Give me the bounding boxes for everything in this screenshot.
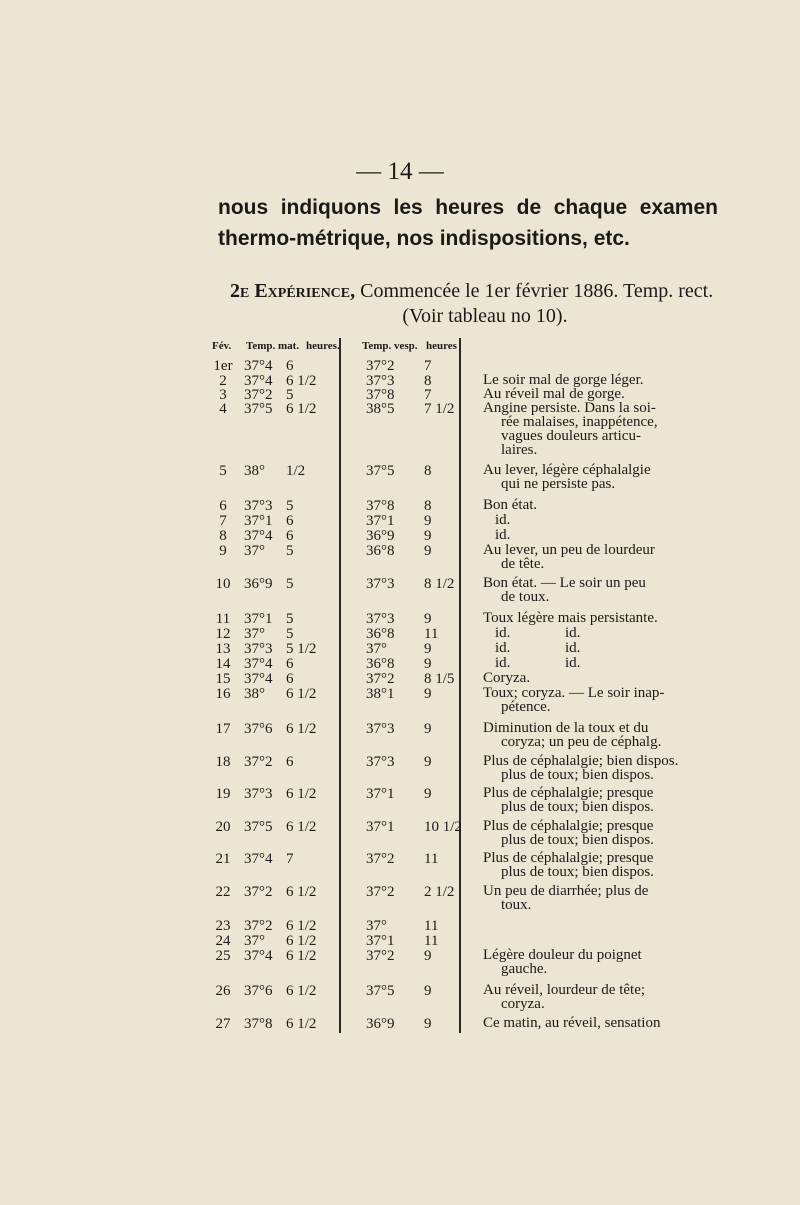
- observation-line: Toux légère mais persistante.: [483, 610, 658, 626]
- day-cell: 12: [215, 626, 231, 642]
- day-cell: 14: [215, 656, 231, 672]
- observation-line: Diminution de la toux et du: [483, 720, 649, 736]
- observation-cell: [483, 686, 735, 714]
- evening-temp-cell: 37°: [366, 918, 387, 934]
- morning-temp-cell: 37°5: [244, 401, 273, 417]
- morning-hour-cell: 7: [286, 851, 294, 867]
- day-cell: 27: [215, 1016, 231, 1032]
- evening-hour-cell: 9: [424, 686, 432, 702]
- day-cell: 6: [219, 498, 227, 514]
- evening-hour-cell: 7: [424, 387, 432, 403]
- morning-temp-cell: 37°: [244, 626, 265, 642]
- header-hours-evening: heures: [426, 340, 457, 352]
- evening-hour-cell: 11: [424, 626, 439, 642]
- day-cell: 2: [219, 373, 227, 389]
- evening-hour-cell: 8: [424, 498, 432, 514]
- experiment-label: 2e Expérience,: [230, 280, 356, 302]
- evening-hour-cell: 11: [424, 918, 439, 934]
- observation-cell: [483, 611, 735, 625]
- morning-temp-cell: 37°1: [244, 513, 273, 529]
- observation-cell: [483, 671, 735, 685]
- observation-line: Le soir mal de gorge léger.: [483, 372, 644, 388]
- evening-temp-cell: 36°8: [366, 656, 395, 672]
- morning-temp-cell: 37°2: [244, 387, 273, 403]
- morning-hour-cell: 6 1/2: [286, 686, 317, 702]
- morning-hour-cell: 6: [286, 671, 294, 687]
- morning-hour-cell: 5 1/2: [286, 641, 317, 657]
- day-cell: 4: [219, 401, 227, 417]
- observation-cell: [483, 851, 735, 879]
- observation-line: Plus de céphalalgie; bien dispos.: [483, 753, 679, 769]
- evening-temp-cell: 37°3: [366, 373, 395, 389]
- day-cell: 5: [219, 463, 227, 479]
- observation-line: Ce matin, au réveil, sensation: [483, 1015, 661, 1031]
- day-cell: 18: [215, 754, 231, 770]
- observation-cell: [483, 513, 735, 527]
- morning-temp-cell: 37°2: [244, 754, 273, 770]
- evening-hour-cell: 8 1/5: [424, 671, 455, 687]
- evening-hour-cell: 9: [424, 528, 432, 544]
- observation-line: id.: [495, 512, 511, 528]
- observation-line: vagues douleurs articu-: [501, 428, 641, 444]
- observation-line: Plus de céphalalgie; presque: [483, 818, 654, 834]
- observation-cell: [483, 576, 735, 604]
- observation-line: pétence.: [501, 699, 551, 715]
- observation-cell: [483, 721, 735, 749]
- morning-hour-cell: 6: [286, 754, 294, 770]
- observation-line: Au lever, légère céphalalgie: [483, 462, 651, 478]
- table-divider-right: [459, 338, 461, 1033]
- morning-temp-cell: 37°6: [244, 721, 273, 737]
- morning-temp-cell: 37°3: [244, 786, 273, 802]
- morning-temp-cell: 37°4: [244, 656, 273, 672]
- evening-temp-cell: 37°2: [366, 671, 395, 687]
- morning-temp-cell: 38°: [244, 463, 265, 479]
- morning-temp-cell: 38°: [244, 686, 265, 702]
- day-cell: 23: [215, 918, 231, 934]
- evening-hour-cell: 9: [424, 1016, 432, 1032]
- morning-hour-cell: 6 1/2: [286, 884, 317, 900]
- evening-hour-cell: 9: [424, 948, 432, 964]
- evening-temp-cell: 36°9: [366, 528, 395, 544]
- evening-hour-cell: 9: [424, 721, 432, 737]
- morning-temp-cell: 37°8: [244, 1016, 273, 1032]
- observation-cell: [483, 754, 735, 782]
- observation-line: id.: [565, 655, 581, 671]
- morning-temp-cell: 37°1: [244, 611, 273, 627]
- evening-temp-cell: 37°5: [366, 983, 395, 999]
- observation-line: rée malaises, inappétence,: [501, 414, 658, 430]
- evening-hour-cell: 11: [424, 933, 439, 949]
- day-cell: 16: [215, 686, 231, 702]
- evening-temp-cell: 37°2: [366, 884, 395, 900]
- day-cell: 15: [215, 671, 231, 687]
- evening-temp-cell: 37°3: [366, 576, 395, 592]
- morning-hour-cell: 5: [286, 626, 294, 642]
- observation-cell: [483, 626, 735, 640]
- evening-hour-cell: 9: [424, 641, 432, 657]
- morning-hour-cell: 5: [286, 543, 294, 559]
- observation-line: id.: [495, 625, 511, 641]
- observation-line: coryza.: [501, 996, 545, 1012]
- evening-hour-cell: 9: [424, 656, 432, 672]
- evening-temp-cell: 37°2: [366, 851, 395, 867]
- observation-line: Au lever, un peu de lourdeur: [483, 542, 655, 558]
- morning-hour-cell: 6: [286, 656, 294, 672]
- observation-line: gauche.: [501, 961, 548, 977]
- evening-temp-cell: 37°8: [366, 387, 395, 403]
- observation-line: Angine persiste. Dans la soi-: [483, 400, 656, 416]
- evening-temp-cell: 37°1: [366, 786, 395, 802]
- day-cell: 9: [219, 543, 227, 559]
- evening-temp-cell: 37°1: [366, 819, 395, 835]
- day-cell: 7: [219, 513, 227, 529]
- evening-temp-cell: 37°2: [366, 948, 395, 964]
- header-temp-morning: Temp. mat.: [246, 340, 300, 352]
- evening-hour-cell: 9: [424, 611, 432, 627]
- observation-line: de toux.: [501, 589, 550, 605]
- morning-temp-cell: 37°2: [244, 918, 273, 934]
- morning-hour-cell: 6 1/2: [286, 948, 317, 964]
- observation-cell: [483, 656, 735, 670]
- evening-temp-cell: 36°9: [366, 1016, 395, 1032]
- morning-temp-cell: 37°6: [244, 983, 273, 999]
- observation-cell: [483, 983, 735, 1011]
- morning-hour-cell: 6: [286, 513, 294, 529]
- morning-temp-cell: 37°5: [244, 819, 273, 835]
- evening-temp-cell: 36°8: [366, 543, 395, 559]
- day-cell: 3: [219, 387, 227, 403]
- experiment-heading-reference: (Voir tableau no 10).: [402, 305, 568, 327]
- morning-hour-cell: 6 1/2: [286, 1016, 317, 1032]
- observation-cell: [483, 463, 735, 491]
- morning-temp-cell: 37°3: [244, 498, 273, 514]
- evening-temp-cell: 36°8: [366, 626, 395, 642]
- observation-line: Plus de céphalalgie; presque: [483, 850, 654, 866]
- observation-cell: [483, 543, 735, 571]
- evening-hour-cell: 8: [424, 373, 432, 389]
- day-cell: 21: [215, 851, 231, 867]
- morning-temp-cell: 37°4: [244, 851, 273, 867]
- evening-hour-cell: 9: [424, 513, 432, 529]
- observation-line: id.: [495, 527, 511, 543]
- day-cell: 22: [215, 884, 231, 900]
- observation-cell: [483, 528, 735, 542]
- observation-line: coryza; un peu de céphalg.: [501, 734, 662, 750]
- header-temp-evening: Temp. vesp.: [362, 340, 418, 352]
- observation-line: id.: [565, 640, 581, 656]
- observation-line: Plus de céphalalgie; presque: [483, 785, 654, 801]
- observation-line: id.: [565, 625, 581, 641]
- morning-temp-cell: 37°: [244, 933, 265, 949]
- morning-temp-cell: 37°4: [244, 948, 273, 964]
- observation-cell: [483, 401, 735, 457]
- morning-hour-cell: 6: [286, 528, 294, 544]
- observation-cell: [483, 819, 735, 847]
- observation-cell: [483, 1016, 735, 1030]
- evening-hour-cell: 9: [424, 543, 432, 559]
- header-day: Fév.: [212, 340, 232, 352]
- day-cell: 24: [215, 933, 231, 949]
- observation-line: plus de toux; bien dispos.: [501, 864, 654, 880]
- morning-hour-cell: 6: [286, 358, 294, 374]
- observation-line: plus de toux; bien dispos.: [501, 767, 654, 783]
- morning-hour-cell: 6 1/2: [286, 933, 317, 949]
- observation-line: Au réveil mal de gorge.: [483, 386, 625, 402]
- evening-temp-cell: 38°1: [366, 686, 395, 702]
- morning-temp-cell: 37°4: [244, 528, 273, 544]
- morning-hour-cell: 5: [286, 498, 294, 514]
- morning-temp-cell: 37°3: [244, 641, 273, 657]
- morning-hour-cell: 5: [286, 576, 294, 592]
- evening-temp-cell: 37°3: [366, 754, 395, 770]
- evening-hour-cell: 8: [424, 463, 432, 479]
- evening-hour-cell: 11: [424, 851, 439, 867]
- day-cell: 10: [215, 576, 231, 592]
- morning-hour-cell: 5: [286, 611, 294, 627]
- observation-line: id.: [495, 640, 511, 656]
- evening-hour-cell: 7 1/2: [424, 401, 455, 417]
- morning-hour-cell: 6 1/2: [286, 786, 317, 802]
- day-cell: 11: [215, 611, 231, 627]
- day-cell: 17: [215, 721, 231, 737]
- intro-paragraph: nous indiquons les heures de chaque examen thermo-métrique, nos indispositions, etc.: [218, 196, 718, 250]
- day-cell: 13: [215, 641, 231, 657]
- observation-cell: [483, 387, 735, 401]
- observation-line: plus de toux; bien dispos.: [501, 832, 654, 848]
- morning-hour-cell: 6 1/2: [286, 721, 317, 737]
- evening-hour-cell: 10 1/2: [424, 819, 462, 835]
- morning-hour-cell: 5: [286, 387, 294, 403]
- day-cell: 25: [215, 948, 231, 964]
- day-cell: 1er: [213, 358, 233, 374]
- day-cell: 26: [215, 983, 231, 999]
- experiment-heading: [230, 279, 720, 329]
- observation-line: Au réveil, lourdeur de tête;: [483, 982, 646, 998]
- evening-temp-cell: 37°2: [366, 358, 395, 374]
- evening-temp-cell: 37°3: [366, 721, 395, 737]
- table-divider-left: [339, 338, 341, 1033]
- observation-cell: [483, 786, 735, 814]
- evening-hour-cell: 9: [424, 786, 432, 802]
- day-cell: 8: [219, 528, 227, 544]
- morning-hour-cell: 6 1/2: [286, 819, 317, 835]
- observation-line: id.: [495, 655, 511, 671]
- observation-line: qui ne persiste pas.: [501, 476, 616, 492]
- evening-temp-cell: 37°3: [366, 611, 395, 627]
- observation-line: toux.: [501, 897, 532, 913]
- morning-hour-cell: 1/2: [286, 463, 306, 479]
- day-cell: 20: [215, 819, 231, 835]
- evening-temp-cell: 37°1: [366, 513, 395, 529]
- morning-temp-cell: 37°4: [244, 373, 273, 389]
- header-hours-morning: heures.: [306, 340, 340, 352]
- evening-temp-cell: 37°8: [366, 498, 395, 514]
- morning-temp-cell: 36°9: [244, 576, 273, 592]
- evening-temp-cell: 37°5: [366, 463, 395, 479]
- observation-cell: [483, 373, 735, 387]
- observation-line: Un peu de diarrhée; plus de: [483, 883, 649, 899]
- observation-line: laires.: [501, 442, 538, 458]
- evening-hour-cell: 9: [424, 754, 432, 770]
- morning-hour-cell: 6 1/2: [286, 401, 317, 417]
- page-number: — 14 —: [356, 158, 444, 185]
- experiment-heading-rest: Commencée le 1er février 1886. Temp. rect.: [355, 280, 714, 302]
- morning-temp-cell: 37°2: [244, 884, 273, 900]
- observation-cell: [483, 884, 735, 912]
- evening-temp-cell: 38°5: [366, 401, 395, 417]
- morning-temp-cell: 37°: [244, 543, 265, 559]
- observation-cell: [483, 948, 735, 976]
- observation-line: Légère douleur du poignet: [483, 947, 642, 963]
- observation-line: plus de toux; bien dispos.: [501, 799, 654, 815]
- observation-line: Bon état.: [483, 497, 538, 513]
- observation-cell: [483, 498, 735, 512]
- evening-hour-cell: 2 1/2: [424, 884, 455, 900]
- morning-temp-cell: 37°4: [244, 358, 273, 374]
- observation-line: Bon état. — Le soir un peu: [483, 575, 646, 591]
- morning-hour-cell: 6 1/2: [286, 373, 317, 389]
- morning-temp-cell: 37°4: [244, 671, 273, 687]
- evening-hour-cell: 9: [424, 983, 432, 999]
- morning-hour-cell: 6 1/2: [286, 918, 317, 934]
- evening-hour-cell: 8 1/2: [424, 576, 455, 592]
- morning-hour-cell: 6 1/2: [286, 983, 317, 999]
- evening-temp-cell: 37°: [366, 641, 387, 657]
- observation-line: de tête.: [501, 556, 545, 572]
- evening-hour-cell: 7: [424, 358, 432, 374]
- observation-line: Coryza.: [483, 670, 531, 686]
- observation-line: Toux; coryza. — Le soir inap-: [483, 685, 665, 701]
- day-cell: 19: [215, 786, 231, 802]
- observation-cell: [483, 641, 735, 655]
- evening-temp-cell: 37°1: [366, 933, 395, 949]
